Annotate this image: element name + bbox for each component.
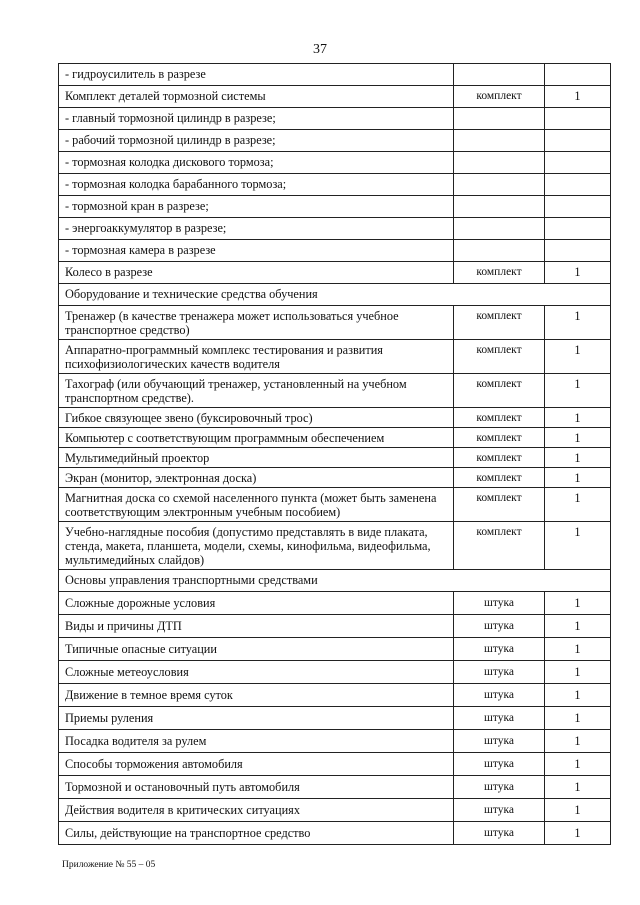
- item-name-cell: Учебно-наглядные пособия (допустимо представлять в виде плаката, стенда, макета, планшета, модели, схемы, кинофильма, видеофильма, мультимедийных слайдов): [59, 522, 454, 570]
- item-unit-cell: [454, 108, 545, 130]
- table-row: [59, 661, 611, 684]
- item-qty-cell: 1: [545, 615, 611, 638]
- item-qty-cell: 1: [545, 592, 611, 615]
- item-qty-cell: [545, 174, 611, 196]
- item-qty-cell: 1: [545, 638, 611, 661]
- table-body-basics: [59, 592, 611, 845]
- item-qty-cell: 1: [545, 468, 611, 488]
- item-name-cell: Типичные опасные ситуации: [59, 638, 454, 661]
- item-name-cell: - тормозная колодка барабанного тормоза;: [59, 174, 454, 196]
- item-qty-cell: 1: [545, 707, 611, 730]
- item-name-cell: Компьютер с соответствующим программным обеспечением: [59, 428, 454, 448]
- table-row: [59, 776, 611, 799]
- item-qty-cell: 1: [545, 448, 611, 468]
- table-row: [59, 218, 611, 240]
- item-unit-cell: штука: [454, 776, 545, 799]
- table-row: [59, 822, 611, 845]
- table-row: [59, 374, 611, 408]
- table-body-parts: [59, 64, 611, 284]
- item-unit-cell: [454, 64, 545, 86]
- item-name-cell: - гидроусилитель в разрезе: [59, 64, 454, 86]
- item-name-cell: Аппаратно-программный комплекс тестирования и развития психофизиологических качеств водителя: [59, 340, 454, 374]
- item-unit-cell: штука: [454, 638, 545, 661]
- table-row: [59, 615, 611, 638]
- table-row: [59, 86, 611, 108]
- table-row: [59, 240, 611, 262]
- item-qty-cell: [545, 152, 611, 174]
- item-name-cell: - тормозной кран в разрезе;: [59, 196, 454, 218]
- item-qty-cell: 1: [545, 408, 611, 428]
- table-row: [59, 448, 611, 468]
- item-unit-cell: штука: [454, 707, 545, 730]
- item-name-cell: - тормозная колодка дискового тормоза;: [59, 152, 454, 174]
- item-unit-cell: [454, 240, 545, 262]
- item-name-cell: Виды и причины ДТП: [59, 615, 454, 638]
- item-unit-cell: комплект: [454, 408, 545, 428]
- item-qty-cell: 1: [545, 661, 611, 684]
- item-name-cell: Сложные дорожные условия: [59, 592, 454, 615]
- item-unit-cell: комплект: [454, 488, 545, 522]
- item-unit-cell: комплект: [454, 522, 545, 570]
- table-row: [59, 408, 611, 428]
- item-qty-cell: 1: [545, 522, 611, 570]
- table-row: [59, 196, 611, 218]
- item-unit-cell: [454, 130, 545, 152]
- section-row-basics: [59, 570, 611, 592]
- item-unit-cell: [454, 196, 545, 218]
- item-unit-cell: штука: [454, 615, 545, 638]
- item-qty-cell: 1: [545, 86, 611, 108]
- item-qty-cell: 1: [545, 488, 611, 522]
- table-section-equipment: [59, 284, 611, 306]
- item-name-cell: Тренажер (в качестве тренажера может использоваться учебное транспортное средство): [59, 306, 454, 340]
- item-qty-cell: 1: [545, 730, 611, 753]
- item-name-cell: Посадка водителя за рулем: [59, 730, 454, 753]
- item-unit-cell: комплект: [454, 428, 545, 448]
- page-number: 37: [313, 42, 327, 57]
- item-name-cell: Магнитная доска со схемой населенного пункта (может быть заменена соответствующим электронным учебным пособием): [59, 488, 454, 522]
- table-row: [59, 152, 611, 174]
- item-unit-cell: штука: [454, 822, 545, 845]
- item-unit-cell: комплект: [454, 468, 545, 488]
- item-name-cell: Приемы руления: [59, 707, 454, 730]
- table-row: [59, 799, 611, 822]
- table-row: [59, 262, 611, 284]
- item-name-cell: Тахограф (или обучающий тренажер, установленный на учебном транспортном средстве).: [59, 374, 454, 408]
- item-unit-cell: штука: [454, 799, 545, 822]
- item-unit-cell: штука: [454, 661, 545, 684]
- table-row: [59, 130, 611, 152]
- item-name-cell: Способы торможения автомобиля: [59, 753, 454, 776]
- item-unit-cell: [454, 174, 545, 196]
- item-qty-cell: 1: [545, 822, 611, 845]
- item-name-cell: Комплект деталей тормозной системы: [59, 86, 454, 108]
- section-title-equipment: Оборудование и технические средства обучения: [59, 284, 611, 306]
- item-unit-cell: комплект: [454, 448, 545, 468]
- section-row-equipment: [59, 284, 611, 306]
- section-title-basics: Основы управления транспортными средствами: [59, 570, 611, 592]
- item-qty-cell: [545, 196, 611, 218]
- footer-note: Приложение № 55 – 05: [62, 860, 156, 870]
- table-row: [59, 488, 611, 522]
- table-row: [59, 753, 611, 776]
- item-name-cell: Экран (монитор, электронная доска): [59, 468, 454, 488]
- item-qty-cell: 1: [545, 262, 611, 284]
- item-qty-cell: [545, 218, 611, 240]
- table-section-basics: [59, 570, 611, 592]
- table-row: [59, 730, 611, 753]
- item-qty-cell: 1: [545, 340, 611, 374]
- item-name-cell: - рабочий тормозной цилиндр в разрезе;: [59, 130, 454, 152]
- item-name-cell: Тормозной и остановочный путь автомобиля: [59, 776, 454, 799]
- table-row: [59, 592, 611, 615]
- item-unit-cell: штука: [454, 684, 545, 707]
- table-row: [59, 428, 611, 448]
- table-row: [59, 340, 611, 374]
- item-qty-cell: 1: [545, 306, 611, 340]
- table-row: [59, 638, 611, 661]
- table-row: [59, 64, 611, 86]
- item-name-cell: Движение в темное время суток: [59, 684, 454, 707]
- item-unit-cell: [454, 152, 545, 174]
- item-qty-cell: 1: [545, 776, 611, 799]
- item-name-cell: Мультимедийный проектор: [59, 448, 454, 468]
- item-name-cell: - главный тормозной цилиндр в разрезе;: [59, 108, 454, 130]
- table-row: [59, 108, 611, 130]
- item-unit-cell: комплект: [454, 306, 545, 340]
- item-name-cell: - тормозная камера в разрезе: [59, 240, 454, 262]
- item-unit-cell: штука: [454, 753, 545, 776]
- table-row: [59, 468, 611, 488]
- item-name-cell: Сложные метеоусловия: [59, 661, 454, 684]
- item-qty-cell: 1: [545, 374, 611, 408]
- item-qty-cell: [545, 108, 611, 130]
- item-qty-cell: 1: [545, 799, 611, 822]
- item-name-cell: Действия водителя в критических ситуациях: [59, 799, 454, 822]
- item-unit-cell: комплект: [454, 340, 545, 374]
- item-name-cell: Силы, действующие на транспортное средство: [59, 822, 454, 845]
- table-row: [59, 174, 611, 196]
- item-name-cell: Колесо в разрезе: [59, 262, 454, 284]
- item-unit-cell: комплект: [454, 374, 545, 408]
- item-qty-cell: [545, 240, 611, 262]
- item-name-cell: - энергоаккумулятор в разрезе;: [59, 218, 454, 240]
- item-unit-cell: штука: [454, 730, 545, 753]
- item-qty-cell: [545, 64, 611, 86]
- table-row: [59, 707, 611, 730]
- item-unit-cell: штука: [454, 592, 545, 615]
- item-qty-cell: 1: [545, 428, 611, 448]
- equipment-table: [58, 63, 611, 845]
- table-row: [59, 522, 611, 570]
- item-qty-cell: [545, 130, 611, 152]
- item-unit-cell: [454, 218, 545, 240]
- table-row: [59, 684, 611, 707]
- table-row: [59, 306, 611, 340]
- table-body-equipment: [59, 306, 611, 570]
- item-qty-cell: 1: [545, 684, 611, 707]
- item-qty-cell: 1: [545, 753, 611, 776]
- item-unit-cell: комплект: [454, 86, 545, 108]
- item-unit-cell: комплект: [454, 262, 545, 284]
- item-name-cell: Гибкое связующее звено (буксировочный трос): [59, 408, 454, 428]
